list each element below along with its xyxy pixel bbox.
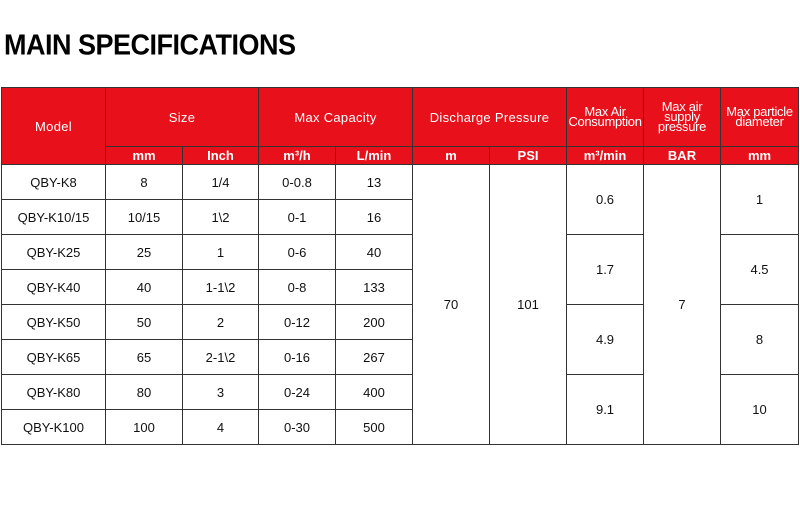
cell-air-consumption: 9.1 xyxy=(567,375,644,445)
header-row xyxy=(2,88,799,147)
cell-size-mm: 25 xyxy=(106,235,183,270)
cell-size-mm: 10/15 xyxy=(106,200,183,235)
cell-capacity-lmin: 267 xyxy=(336,340,413,375)
cell-size-mm: 40 xyxy=(106,270,183,305)
cell-size-inch: 1/4 xyxy=(183,165,259,200)
header-max-air-consumption: Max Air Consumption xyxy=(567,88,644,147)
units-row xyxy=(2,147,799,165)
cell-model: QBY-K100 xyxy=(2,410,106,445)
unit-size-inch: Inch xyxy=(183,147,259,165)
cell-capacity-m3h: 0-8 xyxy=(259,270,336,305)
cell-size-inch: 1-1\2 xyxy=(183,270,259,305)
cell-size-mm: 100 xyxy=(106,410,183,445)
cell-capacity-m3h: 0-16 xyxy=(259,340,336,375)
unit-size-mm: mm xyxy=(106,147,183,165)
cell-capacity-m3h: 0-12 xyxy=(259,305,336,340)
cell-capacity-lmin: 133 xyxy=(336,270,413,305)
unit-pressure-psi: PSI xyxy=(490,147,567,165)
cell-model: QBY-K10/15 xyxy=(2,200,106,235)
cell-size-inch: 4 xyxy=(183,410,259,445)
cell-size-mm: 8 xyxy=(106,165,183,200)
cell-capacity-m3h: 0-6 xyxy=(259,235,336,270)
cell-capacity-lmin: 400 xyxy=(336,375,413,410)
cell-particle-mm: 8 xyxy=(721,305,799,375)
unit-particle-mm: mm xyxy=(721,147,799,165)
unit-air-m3min: m³/min xyxy=(567,147,644,165)
cell-model: QBY-K25 xyxy=(2,235,106,270)
cell-particle-mm: 10 xyxy=(721,375,799,445)
cell-capacity-lmin: 16 xyxy=(336,200,413,235)
cell-air-consumption: 0.6 xyxy=(567,165,644,235)
cell-particle-mm: 1 xyxy=(721,165,799,235)
cell-size-mm: 50 xyxy=(106,305,183,340)
cell-size-mm: 65 xyxy=(106,340,183,375)
cell-air-consumption: 1.7 xyxy=(567,235,644,305)
cell-air-consumption: 4.9 xyxy=(567,305,644,375)
unit-air-bar: BAR xyxy=(644,147,721,165)
cell-capacity-m3h: 0-1 xyxy=(259,200,336,235)
cell-model: QBY-K80 xyxy=(2,375,106,410)
cell-particle-mm: 4.5 xyxy=(721,235,799,305)
cell-model: QBY-K8 xyxy=(2,165,106,200)
header-max-capacity: Max Capacity xyxy=(259,88,413,147)
unit-pressure-m: m xyxy=(413,147,490,165)
header-size: Size xyxy=(106,88,259,147)
cell-model: QBY-K40 xyxy=(2,270,106,305)
cell-capacity-m3h: 0-30 xyxy=(259,410,336,445)
header-max-air-supply-pressure: Max air supply pressure xyxy=(644,88,721,147)
cell-pressure-m: 70 xyxy=(413,165,490,445)
cell-model: QBY-K50 xyxy=(2,305,106,340)
header-max-particle-diameter: Max particle diameter xyxy=(721,88,799,147)
cell-size-inch: 2-1\2 xyxy=(183,340,259,375)
unit-capacity-lmin: L/min xyxy=(336,147,413,165)
specifications-table xyxy=(1,87,799,445)
cell-size-mm: 80 xyxy=(106,375,183,410)
cell-capacity-m3h: 0-0.8 xyxy=(259,165,336,200)
cell-size-inch: 1\2 xyxy=(183,200,259,235)
cell-model: QBY-K65 xyxy=(2,340,106,375)
header-discharge-pressure: Discharge Pressure xyxy=(413,88,567,147)
table-row xyxy=(2,165,799,200)
header-model: Model xyxy=(2,88,106,165)
cell-capacity-lmin: 40 xyxy=(336,235,413,270)
cell-size-inch: 1 xyxy=(183,235,259,270)
cell-air-supply-bar: 7 xyxy=(644,165,721,445)
unit-capacity-m3h: m³/h xyxy=(259,147,336,165)
cell-capacity-lmin: 200 xyxy=(336,305,413,340)
cell-capacity-lmin: 500 xyxy=(336,410,413,445)
cell-pressure-psi: 101 xyxy=(490,165,567,445)
cell-capacity-m3h: 0-24 xyxy=(259,375,336,410)
cell-capacity-lmin: 13 xyxy=(336,165,413,200)
page-title: MAIN SPECIFICATIONS xyxy=(4,29,296,61)
cell-size-inch: 2 xyxy=(183,305,259,340)
cell-size-inch: 3 xyxy=(183,375,259,410)
